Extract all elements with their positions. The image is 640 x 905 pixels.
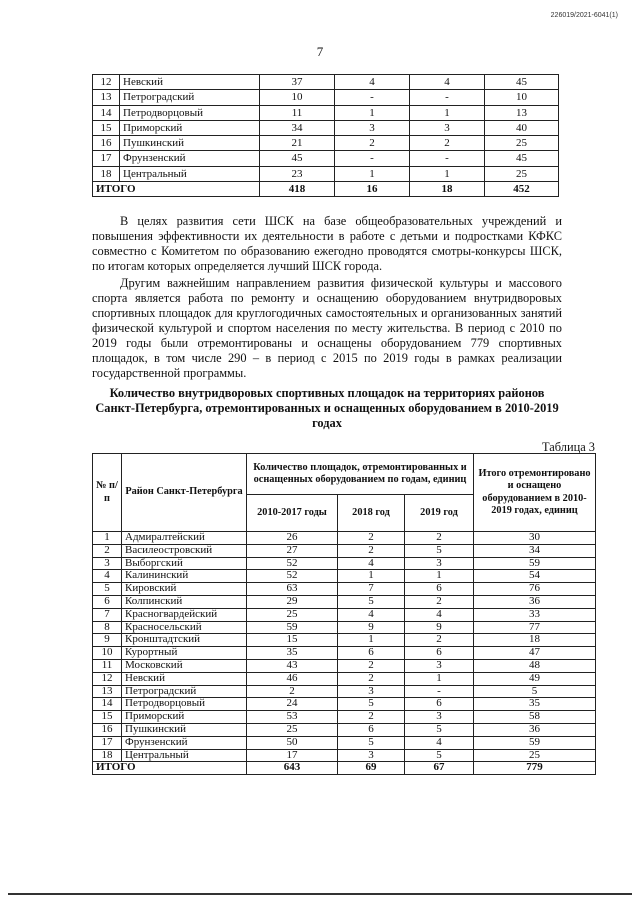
total-row bbox=[93, 762, 596, 775]
table-row bbox=[93, 659, 596, 672]
value-cell: 25 bbox=[247, 723, 338, 736]
value-cell: 3 bbox=[405, 557, 474, 570]
district-name: Невский bbox=[120, 75, 260, 90]
value-cell: 43 bbox=[247, 659, 338, 672]
value-cell: 4 bbox=[405, 608, 474, 621]
district-name: Фрунзенский bbox=[122, 736, 247, 749]
table-row bbox=[93, 647, 596, 660]
value-cell: 6 bbox=[405, 647, 474, 660]
total-cell: 48 bbox=[474, 659, 596, 672]
total-cell: 59 bbox=[474, 736, 596, 749]
total-value: 452 bbox=[485, 182, 559, 197]
document-code: 226019/2021-6041(1) bbox=[550, 12, 618, 19]
district-name: Петроградский bbox=[122, 685, 247, 698]
district-name: Кировский bbox=[122, 583, 247, 596]
value-cell: - bbox=[405, 685, 474, 698]
row-number: 13 bbox=[93, 685, 122, 698]
value-cell: 2 bbox=[338, 532, 405, 545]
row-number: 4 bbox=[93, 570, 122, 583]
table-row bbox=[93, 570, 596, 583]
district-name: Московский bbox=[122, 659, 247, 672]
district-name: Пушкинский bbox=[122, 723, 247, 736]
district-name: Василеостровский bbox=[122, 544, 247, 557]
value-cell: 6 bbox=[405, 583, 474, 596]
table-row bbox=[93, 75, 559, 90]
district-name: Петроградский bbox=[120, 90, 260, 105]
row-number: 18 bbox=[93, 166, 120, 181]
table-row bbox=[93, 672, 596, 685]
table-row bbox=[93, 736, 596, 749]
value-cell: 21 bbox=[260, 136, 335, 151]
row-number: 15 bbox=[93, 120, 120, 135]
value-cell: 59 bbox=[247, 621, 338, 634]
value-cell: 10 bbox=[260, 90, 335, 105]
value-cell: 5 bbox=[338, 595, 405, 608]
value-cell: 2 bbox=[405, 532, 474, 545]
value-cell: 2 bbox=[247, 685, 338, 698]
total-cell: 45 bbox=[485, 75, 559, 90]
value-cell: 3 bbox=[405, 659, 474, 672]
district-name: Кронштадтский bbox=[122, 634, 247, 647]
table-row bbox=[93, 711, 596, 724]
value-cell: 26 bbox=[247, 532, 338, 545]
value-cell: 35 bbox=[247, 647, 338, 660]
table-3 bbox=[92, 453, 596, 775]
row-number: 17 bbox=[93, 736, 122, 749]
value-cell: 9 bbox=[405, 621, 474, 634]
page-number: 7 bbox=[316, 44, 324, 59]
table-row bbox=[93, 166, 559, 181]
total-cell: 49 bbox=[474, 672, 596, 685]
table-row bbox=[93, 151, 559, 166]
row-number: 6 bbox=[93, 595, 122, 608]
row-number: 13 bbox=[93, 90, 120, 105]
total-value: 67 bbox=[405, 762, 474, 775]
row-number: 16 bbox=[93, 136, 120, 151]
value-cell: 27 bbox=[247, 544, 338, 557]
total-row bbox=[93, 182, 559, 197]
paragraph-shsk: В целях развития сети ШСК на базе общеобразовательных учреждений и повышения эффективности их деятельности в работе с детьми и подростками КФКС совместно с Комитетом по образованию ежегодно проводятся смотры-конкурсы ШСК, по итогам которых определяется лучший ШСК города. bbox=[92, 214, 562, 273]
row-number: 1 bbox=[93, 532, 122, 545]
row-number: 5 bbox=[93, 583, 122, 596]
table-row bbox=[93, 557, 596, 570]
value-cell: 5 bbox=[338, 698, 405, 711]
table-row bbox=[93, 105, 559, 120]
value-cell: 46 bbox=[247, 672, 338, 685]
total-cell: 58 bbox=[474, 711, 596, 724]
value-cell: 3 bbox=[405, 711, 474, 724]
value-cell: 24 bbox=[247, 698, 338, 711]
district-name: Фрунзенский bbox=[120, 151, 260, 166]
value-cell: 29 bbox=[247, 595, 338, 608]
value-cell: - bbox=[335, 90, 410, 105]
value-cell: - bbox=[410, 151, 485, 166]
header-2010-2017: 2010-2017 годы bbox=[247, 495, 338, 532]
value-cell: 5 bbox=[405, 749, 474, 762]
header-2018: 2018 год bbox=[338, 495, 405, 532]
total-cell: 25 bbox=[485, 166, 559, 181]
value-cell: 6 bbox=[338, 723, 405, 736]
district-name: Петродворцовый bbox=[120, 105, 260, 120]
value-cell: 50 bbox=[247, 736, 338, 749]
total-value: 18 bbox=[410, 182, 485, 197]
table-row bbox=[93, 608, 596, 621]
value-cell: - bbox=[410, 90, 485, 105]
total-label: ИТОГО bbox=[93, 762, 247, 775]
value-cell: 1 bbox=[410, 105, 485, 120]
district-name: Красногвардейский bbox=[122, 608, 247, 621]
value-cell: 5 bbox=[338, 736, 405, 749]
total-cell: 36 bbox=[474, 595, 596, 608]
total-value: 16 bbox=[335, 182, 410, 197]
total-cell: 34 bbox=[474, 544, 596, 557]
table-3-label: Таблица 3 bbox=[542, 440, 595, 454]
total-value: 69 bbox=[338, 762, 405, 775]
row-number: 12 bbox=[93, 672, 122, 685]
value-cell: 1 bbox=[410, 166, 485, 181]
total-value: 779 bbox=[474, 762, 596, 775]
total-value: 418 bbox=[260, 182, 335, 197]
value-cell: 2 bbox=[338, 544, 405, 557]
value-cell: 11 bbox=[260, 105, 335, 120]
value-cell: 52 bbox=[247, 557, 338, 570]
row-number: 15 bbox=[93, 711, 122, 724]
value-cell: 2 bbox=[410, 136, 485, 151]
district-name: Пушкинский bbox=[120, 136, 260, 151]
value-cell: 2 bbox=[338, 659, 405, 672]
table-row bbox=[93, 685, 596, 698]
value-cell: 4 bbox=[338, 608, 405, 621]
value-cell: 4 bbox=[405, 736, 474, 749]
value-cell: 1 bbox=[335, 105, 410, 120]
table-row bbox=[93, 749, 596, 762]
value-cell: 2 bbox=[405, 634, 474, 647]
header-2019: 2019 год bbox=[405, 495, 474, 532]
table-row bbox=[93, 120, 559, 135]
value-cell: 25 bbox=[247, 608, 338, 621]
header-total: Итого отремонтировано и оснащено оборудованием в 2010-2019 годах, единиц bbox=[474, 454, 596, 532]
table-row bbox=[93, 583, 596, 596]
table-1-continuation bbox=[92, 74, 559, 197]
value-cell: 15 bbox=[247, 634, 338, 647]
table-row bbox=[93, 723, 596, 736]
header-district: Район Санкт-Петербурга bbox=[122, 454, 247, 532]
total-cell: 54 bbox=[474, 570, 596, 583]
value-cell: 3 bbox=[338, 749, 405, 762]
value-cell: 2 bbox=[338, 672, 405, 685]
total-cell: 45 bbox=[485, 151, 559, 166]
total-cell: 77 bbox=[474, 621, 596, 634]
value-cell: 1 bbox=[405, 672, 474, 685]
value-cell: 34 bbox=[260, 120, 335, 135]
district-name: Приморский bbox=[120, 120, 260, 135]
total-cell: 40 bbox=[485, 120, 559, 135]
district-name: Курортный bbox=[122, 647, 247, 660]
value-cell: 17 bbox=[247, 749, 338, 762]
district-name: Приморский bbox=[122, 711, 247, 724]
row-number: 2 bbox=[93, 544, 122, 557]
row-number: 9 bbox=[93, 634, 122, 647]
table-row bbox=[93, 532, 596, 545]
table-row bbox=[93, 595, 596, 608]
value-cell: 2 bbox=[405, 595, 474, 608]
table-row bbox=[93, 621, 596, 634]
value-cell: 7 bbox=[338, 583, 405, 596]
value-cell: 1 bbox=[338, 570, 405, 583]
value-cell: 1 bbox=[405, 570, 474, 583]
value-cell: 6 bbox=[405, 698, 474, 711]
district-name: Петродворцовый bbox=[122, 698, 247, 711]
table-row bbox=[93, 634, 596, 647]
value-cell: 1 bbox=[338, 634, 405, 647]
row-number: 10 bbox=[93, 647, 122, 660]
paragraph-yard-sports: Другим важнейшим направлением развития физической культуры и массового спорта является работа по ремонту и оснащению оборудованием внутридворовых спортивных площадок для круглогодичных самостоятельных и организованных занятий физической культурой и спортом населения по месту жительства. В период с 2010 по 2019 годы были отремонтированы и оснащены оборудованием 779 спортивных площадок, в том числе 290 – в период с 2015 по 2019 годы в рамках реализации государственной программы. bbox=[92, 276, 562, 380]
district-name: Адмиралтейский bbox=[122, 532, 247, 545]
row-number: 16 bbox=[93, 723, 122, 736]
row-number: 14 bbox=[93, 105, 120, 120]
district-name: Центральный bbox=[122, 749, 247, 762]
table-row bbox=[93, 698, 596, 711]
row-number: 18 bbox=[93, 749, 122, 762]
value-cell: - bbox=[335, 151, 410, 166]
value-cell: 53 bbox=[247, 711, 338, 724]
total-cell: 13 bbox=[485, 105, 559, 120]
row-number: 3 bbox=[93, 557, 122, 570]
district-name: Красносельский bbox=[122, 621, 247, 634]
total-cell: 59 bbox=[474, 557, 596, 570]
district-name: Калининский bbox=[122, 570, 247, 583]
total-cell: 33 bbox=[474, 608, 596, 621]
total-cell: 36 bbox=[474, 723, 596, 736]
row-number: 14 bbox=[93, 698, 122, 711]
total-cell: 25 bbox=[474, 749, 596, 762]
district-name: Выборгский bbox=[122, 557, 247, 570]
row-number: 7 bbox=[93, 608, 122, 621]
table-row bbox=[93, 90, 559, 105]
total-cell: 47 bbox=[474, 647, 596, 660]
district-name: Центральный bbox=[120, 166, 260, 181]
table-3-heading: Количество внутридворовых спортивных площадок на территориях районов Санкт-Петербурга, отремонтированных и оснащенных оборудованием в 2010-2019 годах bbox=[95, 386, 559, 430]
value-cell: 9 bbox=[338, 621, 405, 634]
value-cell: 5 bbox=[405, 723, 474, 736]
row-number: 8 bbox=[93, 621, 122, 634]
district-name: Колпинский bbox=[122, 595, 247, 608]
row-number: 17 bbox=[93, 151, 120, 166]
value-cell: 4 bbox=[338, 557, 405, 570]
value-cell: 37 bbox=[260, 75, 335, 90]
header-num: № п/п bbox=[93, 454, 122, 532]
page-bottom-rule bbox=[8, 893, 632, 895]
total-cell: 10 bbox=[485, 90, 559, 105]
value-cell: 4 bbox=[335, 75, 410, 90]
value-cell: 52 bbox=[247, 570, 338, 583]
value-cell: 2 bbox=[338, 711, 405, 724]
value-cell: 4 bbox=[410, 75, 485, 90]
total-cell: 18 bbox=[474, 634, 596, 647]
row-number: 12 bbox=[93, 75, 120, 90]
value-cell: 1 bbox=[335, 166, 410, 181]
value-cell: 2 bbox=[335, 136, 410, 151]
value-cell: 3 bbox=[338, 685, 405, 698]
header-group: Количество площадок, отремонтированных и оснащенных оборудованием по годам, единиц bbox=[247, 454, 474, 495]
table-row bbox=[93, 544, 596, 557]
value-cell: 6 bbox=[338, 647, 405, 660]
value-cell: 3 bbox=[410, 120, 485, 135]
row-number: 11 bbox=[93, 659, 122, 672]
district-name: Невский bbox=[122, 672, 247, 685]
value-cell: 45 bbox=[260, 151, 335, 166]
total-value: 643 bbox=[247, 762, 338, 775]
total-cell: 76 bbox=[474, 583, 596, 596]
total-cell: 5 bbox=[474, 685, 596, 698]
value-cell: 63 bbox=[247, 583, 338, 596]
total-cell: 35 bbox=[474, 698, 596, 711]
value-cell: 23 bbox=[260, 166, 335, 181]
value-cell: 5 bbox=[405, 544, 474, 557]
total-label: ИТОГО bbox=[93, 182, 260, 197]
table-row bbox=[93, 136, 559, 151]
total-cell: 25 bbox=[485, 136, 559, 151]
value-cell: 3 bbox=[335, 120, 410, 135]
total-cell: 30 bbox=[474, 532, 596, 545]
